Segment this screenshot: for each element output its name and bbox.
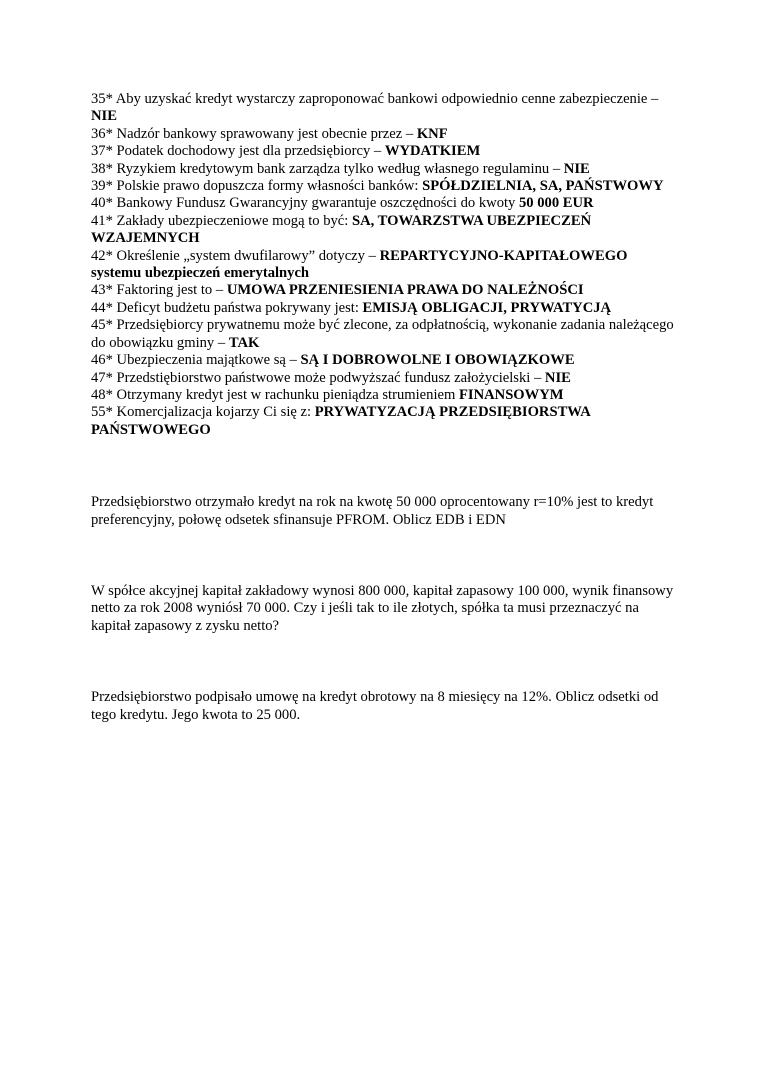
qa-item-55 — [91, 404, 681, 439]
task-reserve-capital: W spółce akcyjnej kapitał zakładowy wynosi 800 000, kapitał zapasowy 100 000, wynik finansowy netto za rok 2008 wyniósł 70 000. Czy i jeśli tak to ile złotych, spółka ta musi przeznaczyć na kapitał zapasowy z zysku netto? — [91, 582, 674, 634]
answer-text: REPARTYCYJNO-KAPITAŁOWEGO systemu ubezpieczeń emerytalnych — [91, 247, 628, 282]
answer-text: UMOWA PRZENIESIENIA PRAWA DO NALEŻNOŚCI — [226, 282, 584, 299]
question-text: 40* Bankowy Fundusz Gwarancyjny gwarantuje oszczędności do kwoty — [91, 195, 519, 212]
question-text: 36* Nadzór bankowy sprawowany jest obecnie przez – — [91, 125, 417, 142]
qa-item-44 — [91, 300, 681, 317]
qa-item-47 — [91, 370, 681, 387]
question-text: 46* Ubezpieczenia majątkowe są – — [91, 352, 301, 369]
answer-text: TAK — [228, 334, 260, 351]
answer-text: NIE — [563, 160, 590, 177]
document-page — [91, 91, 681, 724]
qa-item-39 — [91, 178, 681, 195]
qa-item-46 — [91, 352, 681, 369]
qa-item-43 — [91, 282, 681, 299]
answer-text: WYDATKIEM — [384, 143, 481, 160]
qa-item-35 — [91, 91, 681, 126]
answer-text: KNF — [416, 125, 448, 142]
question-text: 41* Zakłady ubezpieczeniowe mogą to być: — [91, 212, 352, 229]
qa-item-41 — [91, 213, 681, 248]
answer-text: 50 000 EUR — [519, 195, 594, 212]
question-text: 44* Deficyt budżetu państwa pokrywany jest: — [91, 299, 363, 316]
question-text: 43* Faktoring jest to – — [91, 282, 227, 299]
question-text: 45* Przedsiębiorcy prywatnemu może być zlecone, za odpłatnością, wykonanie zadania należącego do obowiązku gminy – — [91, 317, 674, 351]
question-text: 47* Przedstiębiorstwo państwowe może podwyższać fundusz założycielski – — [91, 369, 545, 386]
answer-text: NIE — [544, 369, 571, 386]
question-text: 35* Aby uzyskać kredyt wystarczy zaproponować bankowi odpowiednio cenne zabezpieczenie – — [91, 91, 659, 107]
answer-text: SĄ I DOBROWOLNE I OBOWIĄZKOWE — [300, 352, 575, 369]
question-text: 42* Określenie „system dwufilarowy” dotyczy – — [91, 247, 380, 264]
answer-text: FINANSOWYM — [458, 386, 564, 403]
task-credit-edb-edn: Przedsiębiorstwo otrzymało kredyt na rok na kwotę 50 000 oprocentowany r=10% jest to kredyt preferencyjny, połowę odsetek sfinansuje PFROM. Oblicz EDB i EDN — [91, 494, 654, 528]
task-working-capital-interest: Przedsiębiorstwo podpisało umowę na kredyt obrotowy na 8 miesięcy na 12%. Oblicz odsetki od tego kredytu. Jego kwota to 25 000. — [91, 689, 659, 723]
qa-item-38 — [91, 161, 681, 178]
qa-item-45 — [91, 317, 681, 352]
qa-item-40 — [91, 195, 681, 212]
question-text: 55* Komercjalizacja kojarzy Ci się z: — [91, 404, 315, 421]
qa-item-42 — [91, 248, 681, 283]
answer-text: NIE — [91, 108, 117, 125]
question-text: 39* Polskie prawo dopuszcza formy własności banków: — [91, 178, 423, 195]
answer-text: EMISJĄ OBLIGACJI, PRYWATYCJĄ — [362, 299, 612, 316]
answer-text: SA, TOWARZSTWA UBEZPIECZEŃ WZAJEMNYCH — [91, 212, 592, 247]
question-text: 48* Otrzymany kredyt jest w rachunku pieniądza strumieniem — [91, 386, 459, 403]
question-text: 38* Ryzykiem kredytowym bank zarządza tylko według własnego regulaminu – — [91, 160, 564, 177]
qa-item-36 — [91, 126, 681, 143]
qa-item-48 — [91, 387, 681, 404]
qa-item-37 — [91, 143, 681, 160]
question-text: 37* Podatek dochodowy jest dla przedsiębiorcy – — [91, 143, 385, 160]
qa-list — [91, 91, 681, 439]
answer-text: SPÓŁDZIELNIA, SA, PAŃSTWOWY — [422, 178, 664, 195]
answer-text: PRYWATYZACJĄ PRZEDSIĘBIORSTWA PAŃSTWOWEGO — [91, 404, 591, 438]
